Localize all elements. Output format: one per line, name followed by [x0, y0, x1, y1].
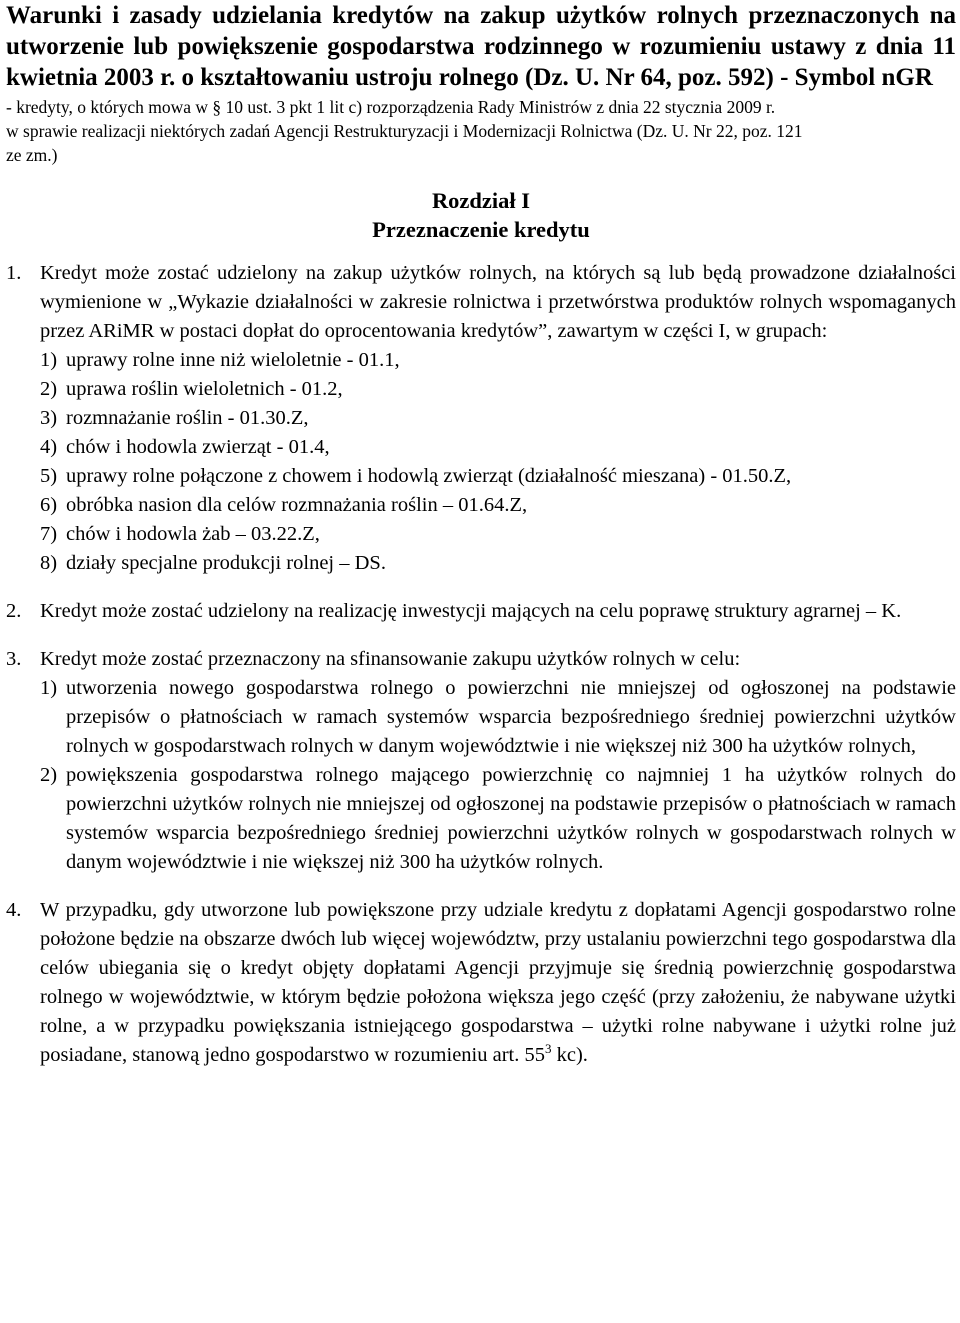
list-item-number: 8) [40, 552, 58, 574]
list-item [40, 491, 956, 520]
section-number: 4. [6, 899, 22, 921]
list-item-text: chów i hodowla zwierząt - 01.4, [66, 436, 330, 458]
list-item-number: 4) [40, 436, 58, 458]
list-item [40, 375, 956, 404]
subtitle-line-3: ze zm.) [6, 145, 58, 165]
list-item-text: uprawy rolne połączone z chowem i hodowlą zwierząt (działalność mieszana) - 01.50.Z, [66, 465, 792, 487]
list-item [40, 404, 956, 433]
chapter-heading [6, 186, 956, 244]
section-3-intro: Kredyt może zostać przeznaczony na sfinansowanie zakupu użytków rolnych w celu: [40, 648, 741, 670]
section-1-intro: Kredyt może zostać udzielony na zakup użytków rolnych, na których są lub będą prowadzone działalności wymienione w „Wykazie działalności w zakresie rolnictwa i przetwórstwa produktów rolnych wspomaganych przez ARiMR w postaci dopłat do oprocentowania kredytów”, zawartym w części I, w grupach: [40, 262, 956, 342]
list-item-text: rozmnażanie roślin - 01.30.Z, [66, 407, 309, 429]
section-3-list [40, 674, 956, 877]
section-4-body: W przypadku, gdy utworzone lub powiększone przy udziale kredytu z dopłatami Agencji gospodarstwo rolne położone będzie na obszarze dwóch lub więcej województw, przy ustalaniu powierzchni tego gospodarstwa dla celów ubiegania się o kredyt objęty dopłatami Agencji przyjmuje się średnią powierzchnię gospodarstwa rolnego w województwie, w którym będzie położona większa jego część (przy założeniu, że nabywane użytki rolne, a w przypadku powiększania istniejącego gospodarstwa – użytki rolne nabywane i użytki rolne już posiadane, stanową jedno gospodarstwo w rozumieniu art. 55 [40, 899, 956, 1066]
list-item-text: działy specjalne produkcji rolnej – DS. [66, 552, 386, 574]
section-2 [6, 597, 956, 626]
section-number: 3. [6, 648, 22, 670]
list-item-number: 7) [40, 523, 58, 545]
section-number: 2. [6, 600, 22, 622]
chapter-number: Rozdział I [431, 188, 531, 213]
list-item-text: chów i hodowla żab – 03.22.Z, [66, 523, 320, 545]
list-item-number: 5) [40, 465, 58, 487]
subtitle-line-1: - kredyty, o których mowa w § 10 ust. 3 pkt 1 lit c) rozporządzenia Rady Ministrów z dnia 22 stycznia 2009 r. [6, 97, 776, 117]
list-item-text: uprawa roślin wieloletnich - 01.2, [66, 378, 343, 400]
list-item-number: 1) [40, 349, 58, 371]
section-2-text: Kredyt może zostać udzielony na realizację inwestycji mających na celu poprawę struktury agrarnej – K. [40, 600, 902, 622]
document-title: Warunki i zasady udzielania kredytów na zakup użytków rolnych przeznaczonych na utworzenie lub powiększenie gospodarstwa rodzinnego w rozumieniu ustawy z dnia 11 kwietnia 2003 r. o kształtowaniu ustroju rolnego (Dz. U. Nr 64, poz. 592) - Symbol nGR [6, 2, 956, 91]
list-item [40, 346, 956, 375]
list-item-number: 2) [40, 764, 58, 786]
list-item-text: utworzenia nowego gospodarstwa rolnego o powierzchni nie mniejszej od ogłoszonej na podstawie przepisów o płatnościach w ramach systemów wsparcia bezpośredniego średniej powierzchni użytków rolnych w gospodarstwach rolnych w danym województwie i nie większej niż 300 ha użytków rolnych, [66, 677, 956, 757]
list-item-text: uprawy rolne inne niż wieloletnie - 01.1, [66, 349, 400, 371]
list-item-text: obróbka nasion dla celów rozmnażania roślin – 01.64.Z, [66, 494, 528, 516]
list-item [40, 674, 956, 761]
list-item-text: powiększenia gospodarstwa rolnego mającego powierzchnię co najmniej 1 ha użytków rolnych do powierzchni użytków rolnych nie mniejszej od ogłoszonej na podstawie przepisów o płatnościach w ramach systemów wsparcia bezpośredniego średniej powierzchni użytków rolnych w gospodarstwach rolnych w danym województwie i nie większej niż 300 ha użytków rolnych. [66, 764, 956, 873]
section-3 [6, 645, 956, 877]
list-item-number: 2) [40, 378, 58, 400]
chapter-title: Przeznaczenie kredytu [372, 217, 590, 242]
section-1-list [40, 346, 956, 578]
section-1 [6, 259, 956, 578]
list-item [40, 433, 956, 462]
document-page [6, 0, 956, 1070]
list-item [40, 549, 956, 578]
subtitle-line-2: w sprawie realizacji niektórych zadań Agencji Restrukturyzacji i Modernizacji Rolnictwa (Dz. U. Nr 22, poz. 121 [6, 121, 803, 141]
list-item-number: 6) [40, 494, 58, 516]
list-item-number: 1) [40, 677, 58, 699]
section-4-text [40, 896, 956, 1070]
list-item [40, 520, 956, 549]
list-item [40, 462, 956, 491]
section-4 [6, 896, 956, 1070]
list-item [40, 761, 956, 877]
list-item-number: 3) [40, 407, 58, 429]
footnote-superscript: 3 [544, 1041, 552, 1057]
section-4-tail: kc). [551, 1044, 588, 1066]
section-number: 1. [6, 262, 22, 284]
